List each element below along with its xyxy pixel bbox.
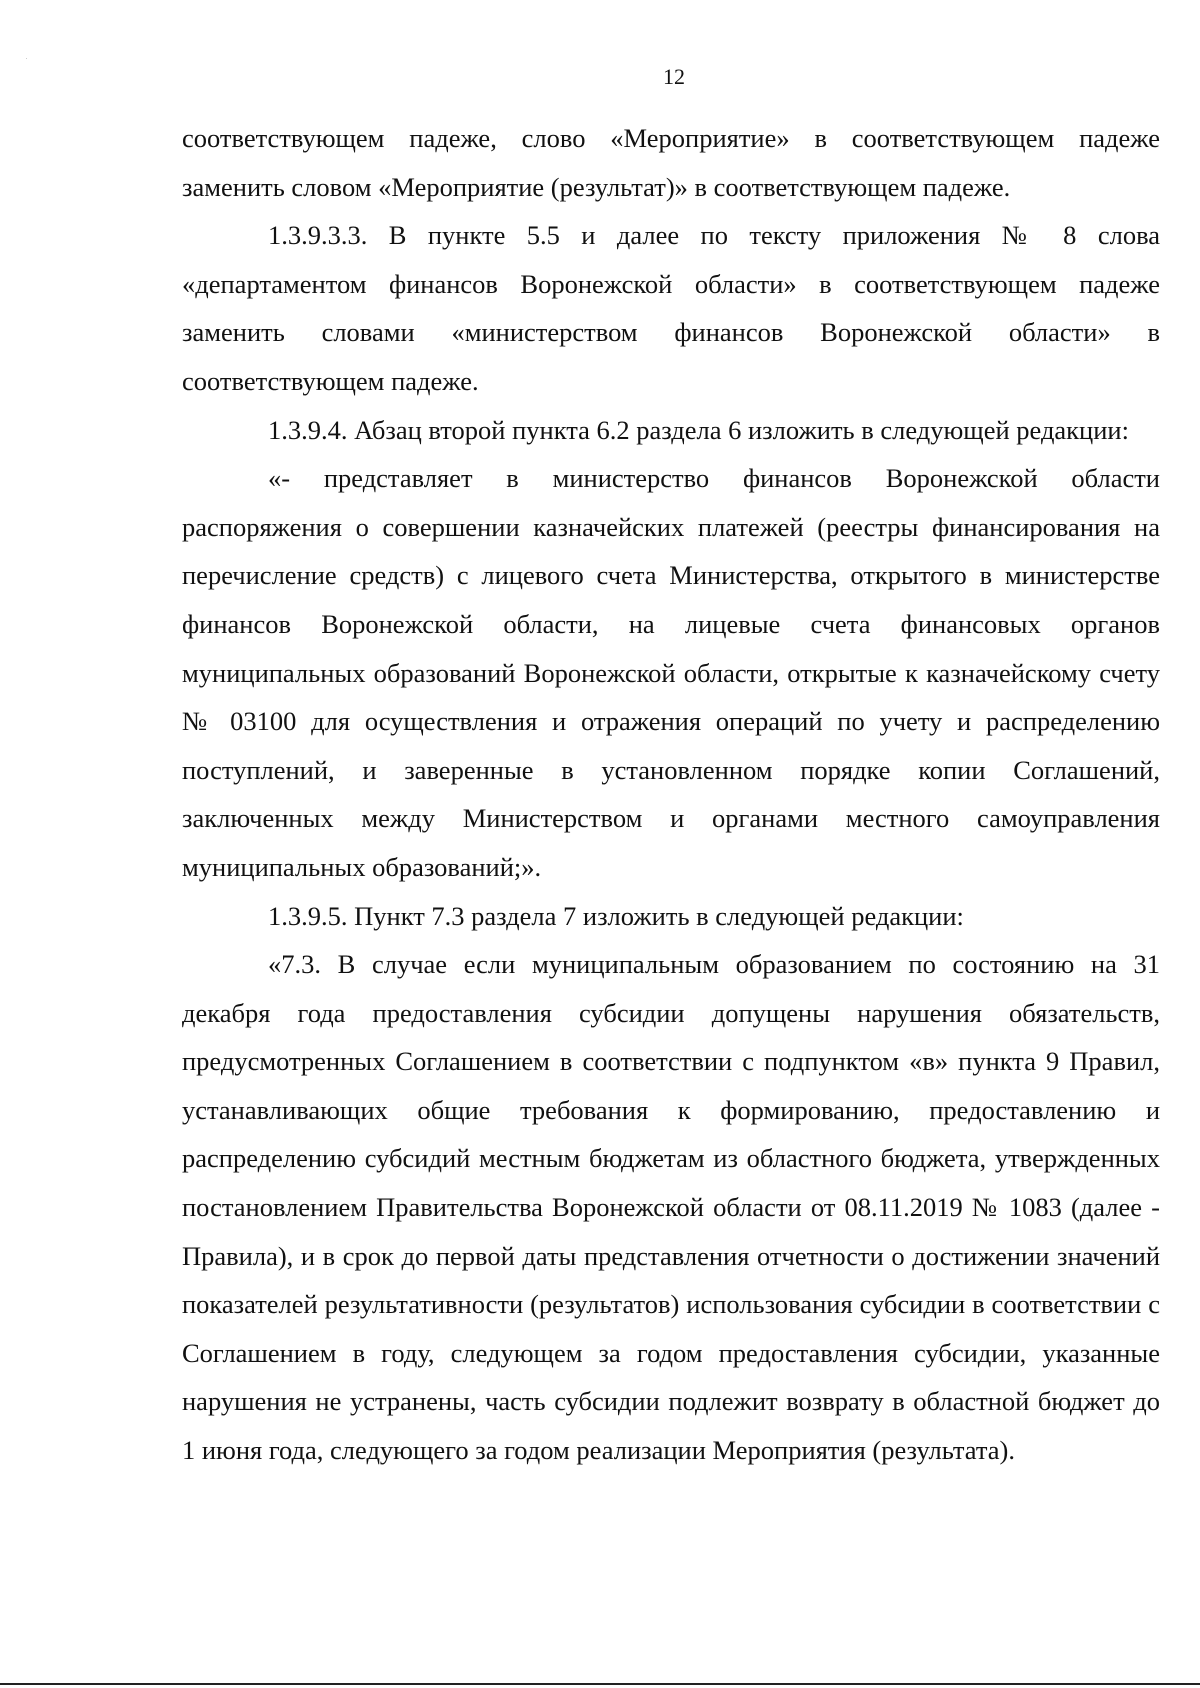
paragraph-1-3-9-5: 1.3.9.5. Пункт 7.3 раздела 7 изложить в следующей редакции: <box>268 900 964 931</box>
paragraph-continuation: соответствующем падеже, слово «Мероприятие» в соответствующем падеже заменить словом «Мероприятие (результат)» в соответствующем падеже. <box>182 123 1160 202</box>
document-body <box>182 114 1160 1475</box>
paragraph-1-3-9-3-3: 1.3.9.3.3. В пункте 5.5 и далее по тексту приложения № 8 слова «департаментом финансов Воронежской области» в соответствующем падеже заменить словами «министерством финансов Воронежской области» в соответствующем падеже. <box>182 220 1160 396</box>
page-bottom-rule <box>0 1683 1200 1685</box>
paragraph-1-3-9-4: 1.3.9.4. Абзац второй пункта 6.2 раздела 6 изложить в следующей редакции: <box>268 414 1129 445</box>
page-number: 12 <box>663 64 685 89</box>
paragraph-quote-6-2: «- представляет в министерство финансов Воронежской области распоряжения о совершении казначейских платежей (реестры финансирования на перечисление средств) с лицевого счета Министерства, открытого в министерстве финансов Воронежской области, на лицевые счета финансовых органов муниципальных образований Воронежской области, открытые к казначейскому счету № 03100 для осуществления и отражения операций по учету и распределению поступлений, и заверенные в установленном порядке копии Соглашений, заключенных между Министерством и органами местного самоуправления муниципальных образований;». <box>182 463 1160 882</box>
paragraph-quote-7-3: «7.3. В случае если муниципальным образованием по состоянию на 31 декабря года предоставления субсидии допущены нарушения обязательств, предусмотренных Соглашением в соответствии с подпунктом «в» пункта 9 Правил, устанавливающих общие требования к формированию, предоставлению и распределению субсидий местным бюджетам из областного бюджета, утвержденных постановлением Правительства Воронежской области от 08.11.2019 № 1083 (далее - Правила), и в срок до первой даты представления отчетности о достижении значений показателей результативности (результатов) использования субсидии в соответствии с Соглашением в году, следующем за годом предоставления субсидии, указанные нарушения не устранены, часть субсидии подлежит возврату в областной бюджет до 1 июня года, следующего за годом реализации Мероприятия (результата). <box>182 949 1160 1466</box>
scan-speck <box>26 58 27 59</box>
